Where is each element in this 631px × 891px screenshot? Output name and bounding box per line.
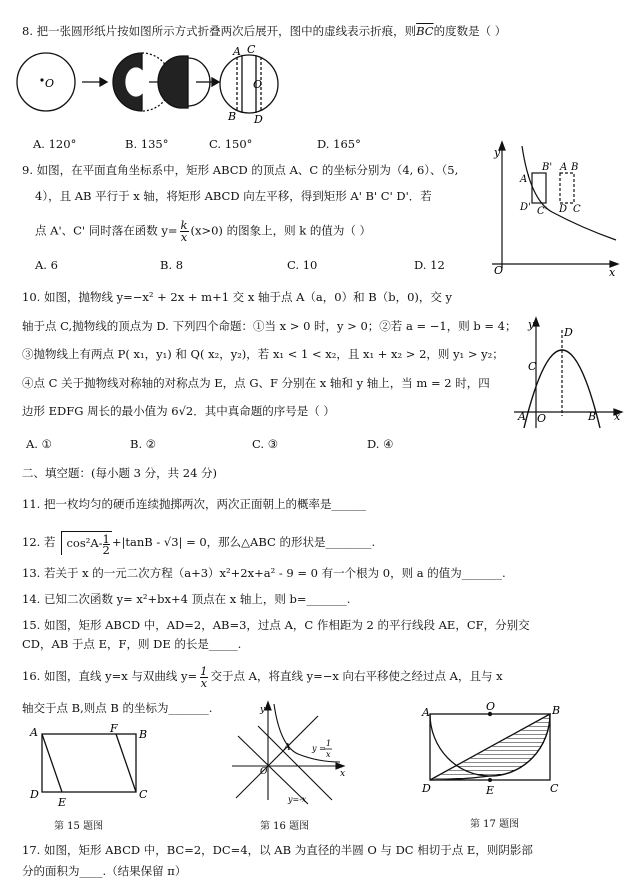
svg-text:E: E xyxy=(486,784,495,797)
svg-text:1: 1 xyxy=(326,739,332,748)
q16-line2: 轴交于点 B,则点 B 的坐标为_______. xyxy=(22,701,213,715)
svg-text:A: A xyxy=(518,410,526,423)
svg-text:C: C xyxy=(550,782,559,795)
q10-option-a[interactable]: A. ① xyxy=(26,437,52,451)
svg-text:D: D xyxy=(30,788,39,801)
q17-line1: 17. 如图，矩形 ABCD 中，BC=2，DC=4，以 AB 为直径的半圆 O 与 DC 相切于点 E，则阴影部 xyxy=(22,843,533,857)
q9-option-b[interactable]: B. 8 xyxy=(160,258,184,272)
svg-text:A: A xyxy=(30,726,38,739)
q10-option-d[interactable]: D. ④ xyxy=(367,437,394,451)
q12: 12. 若 cos²A- $\frac{1}{2}$ +|tanB - √3| = 0，那么△ABC 的形状是________. xyxy=(22,531,376,557)
q10-line1: 10. 如图，抛物线 y=−x² + 2x + m+1 交 x 轴于点 A（a，0）和 B（b，0)，交 y xyxy=(22,290,453,304)
svg-text:D': D' xyxy=(520,202,531,213)
q9-option-c[interactable]: C. 10 xyxy=(287,258,318,272)
q10-line3: ③抛物线上有两点 P( x₁，y₁) 和 Q( x₂，y₂)，若 x₁ < 1 < x₂，且 x₁ + x₂ > 2，则 y₁ > y₂； xyxy=(22,347,504,361)
q15-line2: CD，AB 于点 E，F，则 DE 的长是_____. xyxy=(22,637,242,651)
svg-text:y: y xyxy=(494,146,501,159)
q16-line1: 16. 如图，直线 y=x 与双曲线 y= $\frac{1}{x}$ 交于点 A，将直线 y=−x 向右平移使之经过点 A，且与 x xyxy=(22,663,503,690)
q9-option-d[interactable]: D. 12 xyxy=(414,258,445,272)
q9-line1: 9. 如图，在平面直角坐标系中，矩形 ABCD 的顶点 A、C 的坐标分别为（4, 6）、（5, xyxy=(22,163,459,177)
svg-text:B': B' xyxy=(542,162,553,173)
svg-text:O: O xyxy=(494,264,504,277)
q10-parabola-figure xyxy=(508,312,628,432)
arc-bc: $\overline{BC}$ xyxy=(416,24,434,38)
q15-line1: 15. 如图，矩形 ABCD 中，AD=2，AB=3，过点 A，C 作相距为 2 的平行线段 AE，CF，分别交 xyxy=(22,618,530,632)
svg-text:B: B xyxy=(139,728,148,741)
svg-text:C: C xyxy=(247,44,256,56)
fig15-rectangle xyxy=(28,722,153,812)
svg-text:B: B xyxy=(228,110,237,123)
q9-line2: 4），且 AB 平行于 x 轴，将矩形 ABCD 向左平移，得到矩形 A' B' C' D'．若 xyxy=(35,189,432,203)
q8-stem: 8. 把一张圆形纸片按如图所示方式折叠两次后展开，图中的虚线表示折痕，则$\overline{BC}$的度数是（ ） xyxy=(22,24,507,38)
svg-text:O: O xyxy=(537,412,547,425)
caption-fig17: 第 17 题图 xyxy=(470,819,520,830)
q17-line2: 分的面积为____.（结果保留 π） xyxy=(22,864,187,878)
svg-text:B: B xyxy=(552,704,561,717)
svg-text:D: D xyxy=(564,326,573,339)
svg-text:A: A xyxy=(560,162,568,173)
q9-line3: 点 A'、C' 同时落在函数 y= $\frac{k}{x}$ (x>0) 的图象上，则 k 的值为（ ） xyxy=(35,218,372,244)
svg-text:x: x xyxy=(609,266,616,279)
svg-text:O: O xyxy=(253,78,263,91)
q13: 13. 若关于 x 的一元二次方程（a+3）x²+2x+a² - 9 = 0 有一个根为 0，则 a 的值为_______. xyxy=(22,566,506,580)
fig16-line-hyperbola xyxy=(228,700,348,805)
svg-text:C: C xyxy=(528,360,537,373)
svg-text:B: B xyxy=(588,410,597,423)
q10-option-b[interactable]: B. ② xyxy=(130,437,157,451)
svg-text:O: O xyxy=(134,77,144,90)
svg-text:x: x xyxy=(614,410,621,423)
svg-text:O: O xyxy=(486,702,496,713)
svg-text:C: C xyxy=(573,204,581,215)
q9-option-a[interactable]: A. 6 xyxy=(35,258,58,272)
svg-text:A: A xyxy=(422,706,430,719)
q10-line4: ④点 C 关于抛物线对称轴的对称点为 E，点 G、F 分别在 x 轴和 y 轴上，当 m = 2 时，四 xyxy=(22,376,490,390)
svg-text:D: D xyxy=(559,204,568,215)
fig17-semicircle-shaded xyxy=(418,702,568,800)
svg-text:O: O xyxy=(260,767,268,777)
svg-text:y=-x: y=-x xyxy=(288,795,307,804)
q8-option-b[interactable]: B. 135° xyxy=(125,137,169,151)
svg-text:x: x xyxy=(326,750,331,759)
caption-fig16: 第 16 题图 xyxy=(260,821,310,832)
svg-text:B: B xyxy=(571,162,579,173)
svg-text:y =: y = xyxy=(312,744,326,753)
svg-text:C': C' xyxy=(537,206,548,217)
q10-option-c[interactable]: C. ③ xyxy=(252,437,279,451)
o-label: O xyxy=(45,77,55,90)
q9-coordinate-figure xyxy=(482,140,622,280)
q8-option-c[interactable]: C. 150° xyxy=(209,137,253,151)
q10-line5: 边形 EDFG 周长的最小值为 6√2．其中真命题的序号是（ ） xyxy=(22,404,335,418)
caption-fig15: 第 15 题图 xyxy=(54,821,104,832)
section-title: 二、填空题：(每小题 3 分，共 24 分) xyxy=(22,466,218,480)
svg-text:y: y xyxy=(528,318,535,331)
svg-text:E: E xyxy=(58,796,67,809)
svg-text:A': A' xyxy=(520,174,530,185)
svg-text:A: A xyxy=(233,45,241,58)
svg-text:x: x xyxy=(340,769,346,779)
svg-text:F: F xyxy=(110,722,118,735)
svg-text:A: A xyxy=(284,743,291,753)
svg-text:C: C xyxy=(139,788,148,801)
svg-text:D: D xyxy=(254,113,263,124)
q10-line2: 轴于点 C,抛物线的顶点为 D. 下列四个命题：①当 x > 0 时，y > 0；②若 a = −1，则 b = 4； xyxy=(22,319,517,333)
svg-text:D: D xyxy=(422,782,431,795)
q8-fold-figure xyxy=(14,44,304,124)
svg-text:y: y xyxy=(260,705,266,715)
q11: 11. 把一枚均匀的硬币连续抛掷两次，两次正面朝上的概率是______ xyxy=(22,497,366,511)
q8-option-d[interactable]: D. 165° xyxy=(317,137,361,151)
q14: 14. 已知二次函数 y= x²+bx+4 顶点在 x 轴上，则 b=_______. xyxy=(22,592,351,606)
q8-option-a[interactable]: A. 120° xyxy=(33,137,77,151)
